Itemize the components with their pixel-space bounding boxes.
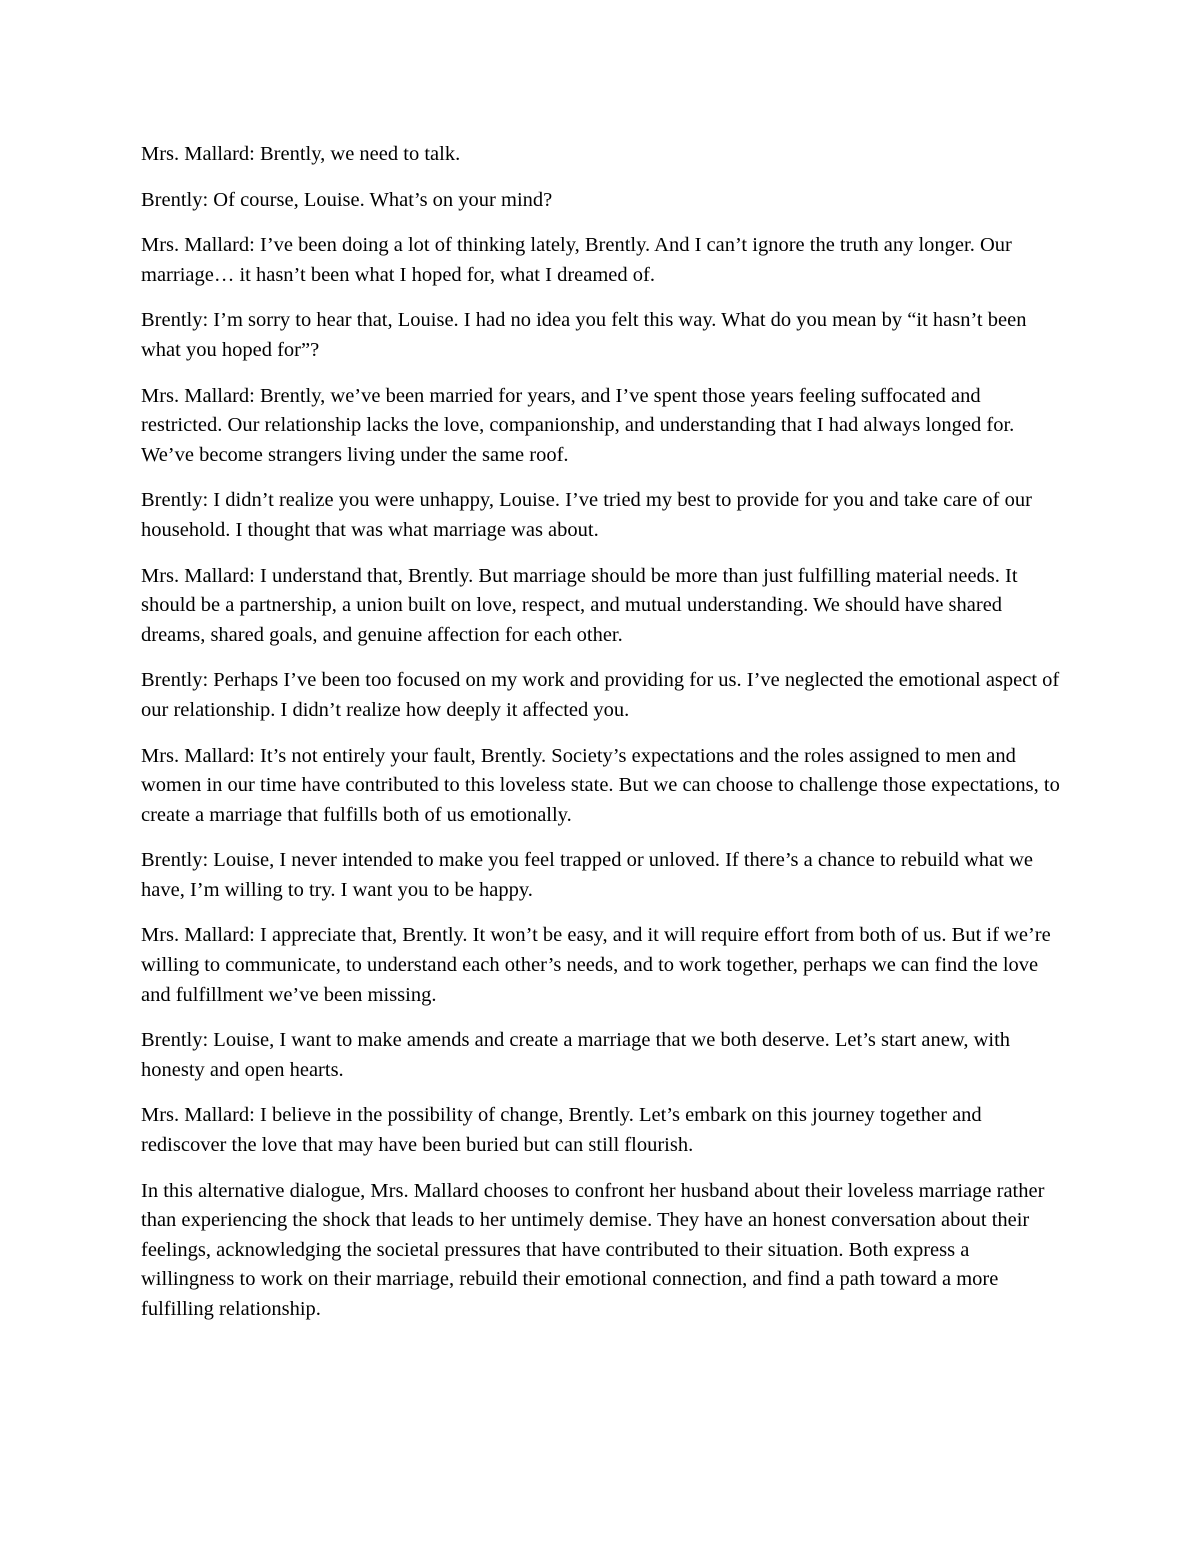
dialogue-line-brently-5: Brently: Louise, I never intended to make you feel trapped or unloved. If there’s a chance to rebuild what we have, I’m willing to try. I want you to be happy. [141, 849, 1034, 901]
dialogue-line-mrs-mallard-1: Mrs. Mallard: Brently, we need to talk. [141, 143, 461, 165]
dialogue-line-mrs-mallard-2: Mrs. Mallard: I’ve been doing a lot of thinking lately, Brently. And I can’t ignore the truth any longer. Our marriage… it hasn’t been what I hoped for, what I dreamed of. [141, 234, 1012, 286]
summary-paragraph: In this alternative dialogue, Mrs. Mallard chooses to confront her husband about their loveless marriage rather than experiencing the shock that leads to her untimely demise. They have an honest conversation about their feelings, acknowledging the societal pressures that have contributed to their situation. Both express a willingness to work on their marriage, rebuild their emotional connection, and find a path toward a more fulfilling relationship. [141, 1179, 1045, 1320]
dialogue-line-mrs-mallard-4: Mrs. Mallard: I understand that, Brently. But marriage should be more than just fulfilling material needs. It should be a partnership, a union built on love, respect, and mutual understanding. We should have shared dreams, shared goals, and genuine affection for each other. [141, 564, 1018, 646]
dialogue-line-mrs-mallard-3: Mrs. Mallard: Brently, we’ve been married for years, and I’ve spent those years feeling suffocated and restricted. Our relationship lacks the love, companionship, and understanding that I had always longed for. We’ve become strangers living under the same roof. [141, 384, 1015, 466]
dialogue-line-brently-6: Brently: Louise, I want to make amends and create a marriage that we both deserve. Let’s start anew, with honesty and open hearts. [141, 1029, 1011, 1081]
dialogue-line-brently-2: Brently: I’m sorry to hear that, Louise. I had no idea you felt this way. What do you mean by “it hasn’t been what you hoped for”? [141, 309, 1027, 361]
dialogue-line-mrs-mallard-5: Mrs. Mallard: It’s not entirely your fault, Brently. Society’s expectations and the roles assigned to men and women in our time have contributed to this loveless state. But we can choose to challenge those expectations, to create a marriage that fulfills both of us emotionally. [141, 744, 1060, 826]
dialogue-line-brently-4: Brently: Perhaps I’ve been too focused on my work and providing for us. I’ve neglected the emotional aspect of our relationship. I didn’t realize how deeply it affected you. [141, 669, 1060, 721]
dialogue-line-mrs-mallard-7: Mrs. Mallard: I believe in the possibility of change, Brently. Let’s embark on this journey together and rediscover the love that may have been buried but can still flourish. [141, 1104, 982, 1157]
dialogue-line-mrs-mallard-6: Mrs. Mallard: I appreciate that, Brently. It won’t be easy, and it will require effort from both of us. But if we’re willing to communicate, to understand each other’s needs, and to work together, perhaps we can find the love and fulfillment we’ve been missing. [141, 924, 1051, 1006]
dialogue-line-brently-3: Brently: I didn’t realize you were unhappy, Louise. I’ve tried my best to provide for you and take care of our household. I thought that was what marriage was about. [141, 489, 1032, 541]
dialogue-line-brently-1: Brently: Of course, Louise. What’s on your mind? [141, 188, 553, 211]
